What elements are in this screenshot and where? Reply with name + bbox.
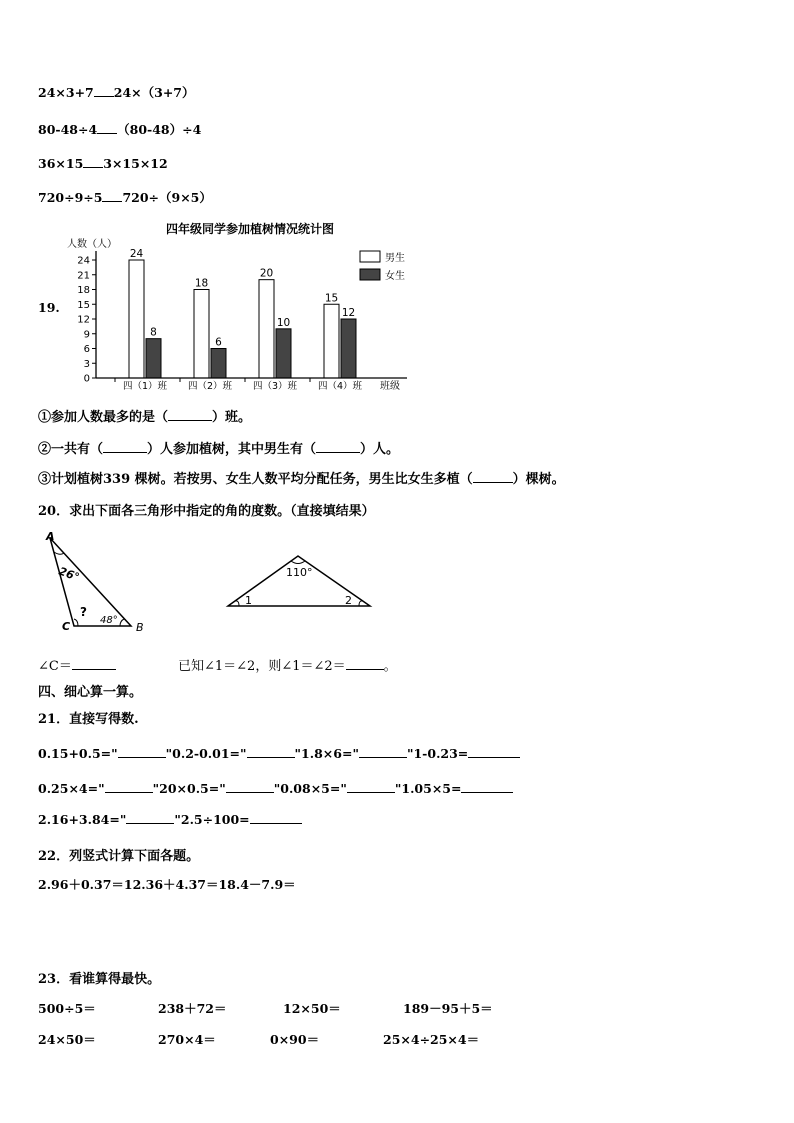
comparison-left: 36×15 — [38, 156, 84, 171]
angle-1-label: 1 — [245, 594, 252, 607]
comparison-right: 3×15×12 — [103, 156, 168, 171]
comparison-right: 24×（3+7） — [113, 85, 195, 100]
vertex-c: C — [62, 620, 71, 633]
answer-blank[interactable] — [103, 452, 147, 453]
answer-blank[interactable] — [461, 792, 513, 793]
comparison-4 — [38, 188, 212, 206]
quick-calc-item: 270×4＝ — [158, 1032, 216, 1047]
answer-blank[interactable] — [347, 792, 395, 793]
calc-item: "2.5÷100= — [174, 812, 250, 827]
q19-sub3-end: ）棵树。 — [512, 472, 565, 487]
calc-item: "1-0.23= — [406, 746, 469, 761]
x-tick-label: 四（1）班 — [122, 381, 168, 392]
answer-blank[interactable] — [102, 201, 122, 202]
calc-item: "0.2-0.01=" — [165, 746, 247, 761]
quick-calc-item: 500÷5＝ — [38, 1001, 96, 1016]
q19-sub2-text: ②一共有（ — [38, 442, 104, 457]
angle-top-label: 110° — [286, 566, 313, 579]
bar-value-label: 18 — [194, 277, 209, 290]
answer-blank[interactable] — [105, 792, 153, 793]
q19-sub2 — [38, 438, 399, 457]
comparison-left: 24×3+7 — [38, 85, 94, 100]
quick-calc-item: 0×90＝ — [270, 1032, 320, 1047]
legend-boys-label: 男生 — [385, 253, 405, 264]
legend-girls-swatch — [360, 269, 380, 280]
bar-boys — [324, 304, 339, 378]
q21-row-3 — [38, 812, 302, 827]
q23-row-2 — [38, 1030, 479, 1048]
chart-title: 四年级同学参加植树情况统计图 — [165, 222, 335, 236]
y-tick-label: 18 — [77, 285, 90, 296]
triangle-obtuse — [225, 551, 375, 611]
answer-blank[interactable] — [226, 792, 274, 793]
x-tick-label: 四（2）班 — [187, 381, 233, 392]
q22-title: 22．列竖式计算下面各题。 — [38, 849, 200, 864]
calc-item: 0.25×4=" — [38, 781, 105, 796]
calc-item: "1.05×5= — [394, 781, 462, 796]
bar-value-label: 20 — [259, 267, 274, 280]
answer-blank[interactable] — [97, 133, 117, 134]
quick-calc-item: 25×4÷25×4＝ — [383, 1032, 480, 1047]
quick-calc-item: 12×50＝ — [283, 1001, 341, 1016]
answer-blank[interactable] — [126, 823, 174, 824]
q23-row-1 — [38, 999, 493, 1017]
q20-answer-2 — [178, 655, 397, 674]
angle-2-label: 2 — [345, 594, 352, 607]
q21-row-1 — [38, 746, 520, 761]
answer-blank[interactable] — [168, 420, 212, 421]
q22-row — [38, 875, 296, 893]
calc-item: "20×0.5=" — [152, 781, 226, 796]
comparison-left: 720÷9÷5 — [38, 190, 103, 205]
comparison-left: 80-48÷4 — [38, 122, 98, 137]
triangle-abc — [36, 530, 156, 640]
vertical-calc-item: 2.96＋0.37＝ — [38, 877, 124, 892]
answer-blank[interactable] — [247, 757, 295, 758]
bar-girls — [211, 349, 226, 379]
answer-blank[interactable] — [473, 482, 513, 483]
q19-sub3-text: ③计划植树339 棵树。若按男、女生人数平均分配任务，男生比女生多植（ — [38, 472, 473, 487]
period: 。 — [383, 659, 397, 674]
calc-item: "1.8×6=" — [294, 746, 359, 761]
vertex-b: B — [136, 621, 144, 634]
angle-equal-text: 已知∠1＝∠2，则∠1＝∠2＝ — [178, 659, 346, 674]
bar-chart — [62, 218, 422, 393]
bar-value-label: 6 — [215, 336, 222, 349]
quick-calc-item: 24×50＝ — [38, 1032, 96, 1047]
y-tick-label: 21 — [77, 270, 90, 282]
y-tick-label: 9 — [83, 329, 90, 341]
calc-item: 0.15+0.5=" — [38, 746, 118, 761]
y-tick-label: 6 — [83, 344, 90, 355]
bar-value-label: 24 — [129, 248, 144, 260]
y-tick-label: 24 — [77, 255, 90, 267]
q20-answer-1 — [38, 655, 116, 674]
answer-blank[interactable] — [94, 96, 114, 97]
comparison-3 — [38, 156, 168, 171]
bar-value-label: 8 — [150, 326, 157, 339]
comparison-2 — [38, 120, 201, 138]
bar-value-label: 15 — [324, 292, 339, 305]
question-number-19: 19. — [38, 300, 60, 315]
legend-boys-swatch — [360, 251, 380, 262]
q20-title: 20．求出下面各三角形中指定的角的度数。（直接填结果） — [38, 504, 375, 519]
y-tick-label: 3 — [83, 358, 90, 370]
bar-girls — [341, 319, 356, 378]
vertical-calc-item: 18.4－7.9＝ — [218, 877, 296, 892]
unknown-angle: ? — [80, 605, 87, 619]
q19-sub3 — [38, 468, 565, 487]
bar-boys — [129, 260, 144, 378]
q19-sub2-end: ）人。 — [360, 442, 400, 457]
bar-girls — [146, 339, 161, 378]
quick-calc-item: 189－95＋5＝ — [403, 1001, 493, 1016]
bar-boys — [259, 280, 274, 378]
bar-value-label: 10 — [276, 316, 291, 329]
section-4-heading: 四、细心算一算。 — [38, 685, 143, 700]
x-tick-label: 四（4）班 — [317, 381, 363, 392]
y-tick-label: 0 — [83, 373, 90, 385]
calc-item: 2.16+3.84=" — [38, 812, 127, 827]
q19-sub1-end: ）班。 — [212, 410, 252, 425]
answer-blank[interactable] — [72, 669, 116, 670]
answer-blank[interactable] — [250, 823, 302, 824]
angle-c-text: ∠C＝ — [38, 659, 72, 674]
answer-blank[interactable] — [118, 757, 166, 758]
q21-title: 21．直接写得数. — [38, 712, 139, 727]
bar-boys — [194, 290, 209, 379]
x-tick-label: 四（3）班 — [252, 381, 298, 392]
comparison-right: 720÷（9×5） — [122, 190, 212, 205]
answer-blank[interactable] — [359, 757, 407, 758]
y-tick-label: 12 — [77, 314, 90, 326]
x-axis-label: 班级 — [380, 381, 400, 392]
answer-blank[interactable] — [316, 452, 360, 453]
answer-blank[interactable] — [346, 669, 384, 670]
answer-blank[interactable] — [468, 757, 520, 758]
comparison-1 — [38, 83, 195, 101]
comparison-right: （80-48）÷4 — [117, 122, 202, 137]
legend-girls-label: 女生 — [385, 271, 405, 282]
bar-value-label: 12 — [341, 307, 356, 319]
y-tick-label: 15 — [77, 299, 90, 311]
answer-blank[interactable] — [83, 167, 103, 168]
angle-b-label: 48° — [100, 615, 118, 626]
q21-row-2 — [38, 781, 513, 796]
vertical-calc-item: 12.36＋4.37＝ — [123, 877, 219, 892]
y-axis-label: 人数（人） — [67, 239, 117, 250]
vertex-a: A — [46, 530, 55, 543]
bar-girls — [276, 329, 291, 378]
calc-item: "0.08×5=" — [273, 781, 347, 796]
angle-a-label: 26° — [56, 564, 81, 584]
quick-calc-item: 238＋72＝ — [158, 1001, 227, 1016]
q23-title: 23．看谁算得最快。 — [38, 972, 161, 987]
q19-sub1 — [38, 406, 251, 425]
q19-sub1-text: ①参加人数最多的是（ — [38, 410, 169, 425]
q19-sub2-mid: ）人参加植树，其中男生有（ — [147, 442, 317, 457]
